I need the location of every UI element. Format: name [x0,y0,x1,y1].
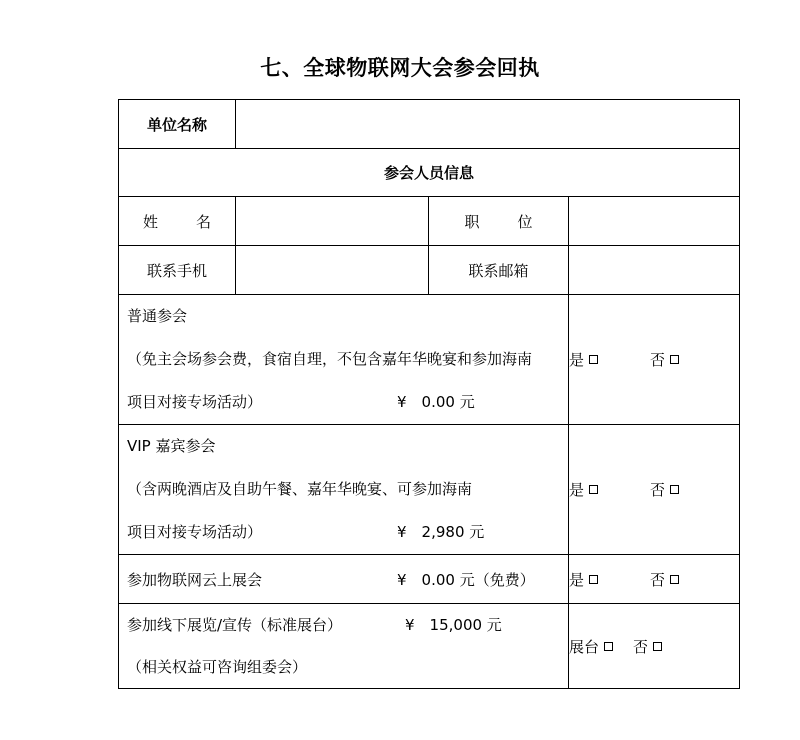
yes-checkbox[interactable] [589,355,598,364]
option-price: ¥ 0.00 元（免费） [397,571,535,589]
name-label [119,197,236,246]
position-label-char-2: 位 [517,212,533,231]
no-label: 否 [650,570,666,589]
option-title: 参加物联网云上展会 [127,570,263,589]
page-title: 七、全球物联网大会参会回执 [260,56,540,80]
option-row-vip [119,425,740,555]
option-row-regular [119,295,740,425]
no-label: 否 [633,637,649,656]
registration-form [118,99,740,689]
option-regular-desc [119,295,569,425]
yes-checkbox[interactable] [589,485,598,494]
unit-name-label: 单位名称 [119,100,236,149]
option-description: （免主会场参会费，食宿自理，不包含嘉年华晚宴和参加海南 [127,350,533,368]
name-field[interactable] [236,197,429,246]
option-online-choice [569,555,740,604]
name-label-char-2: 名 [196,212,212,231]
no-label: 否 [650,481,666,499]
email-field[interactable] [569,246,740,295]
option-row-online-expo [119,555,740,604]
option-vip-choice [569,425,740,555]
option-description: （含两晚酒店及自助午餐、嘉年华晚宴、可参加海南 [127,480,473,498]
no-checkbox[interactable] [670,575,679,584]
no-checkbox[interactable] [670,355,679,364]
option-regular-choice [569,295,740,425]
yes-checkbox[interactable] [589,575,598,584]
phone-label: 联系手机 [119,246,236,295]
option-description-cont: 项目对接专场活动） [127,523,263,541]
phone-field[interactable] [236,246,429,295]
option-vip-desc [119,425,569,555]
no-checkbox[interactable] [670,485,679,494]
option-title: VIP 嘉宾参会 [127,437,216,455]
position-label-char-1: 职 [464,212,480,231]
attendee-info-header: 参会人员信息 [119,149,740,197]
name-label-char-1: 姓 [142,212,158,231]
yes-label: 是 [569,481,585,499]
position-field[interactable] [569,197,740,246]
yes-label: 是 [569,351,585,369]
option-title: 参加线下展览/宣传（标准展台） [127,616,343,634]
option-row-offline-expo [119,604,740,689]
option-price: ¥ 2,980 元 [397,523,485,541]
option-online-desc [119,555,569,604]
yes-label: 是 [569,570,585,589]
option-price: ¥ 15,000 元 [405,616,502,634]
booth-checkbox[interactable] [604,642,613,651]
no-checkbox[interactable] [653,642,662,651]
option-title: 普通参会 [127,307,188,325]
booth-label: 展台 [569,637,600,656]
position-label [429,197,569,246]
option-offline-desc [119,604,569,689]
option-price: ¥ 0.00 元 [397,393,475,411]
option-description-cont: 项目对接专场活动） [127,393,263,411]
unit-name-field[interactable] [236,100,740,149]
no-label: 否 [650,351,666,369]
option-offline-choice [569,604,740,689]
option-description: （相关权益可咨询组委会） [127,658,308,676]
email-label: 联系邮箱 [429,246,569,295]
